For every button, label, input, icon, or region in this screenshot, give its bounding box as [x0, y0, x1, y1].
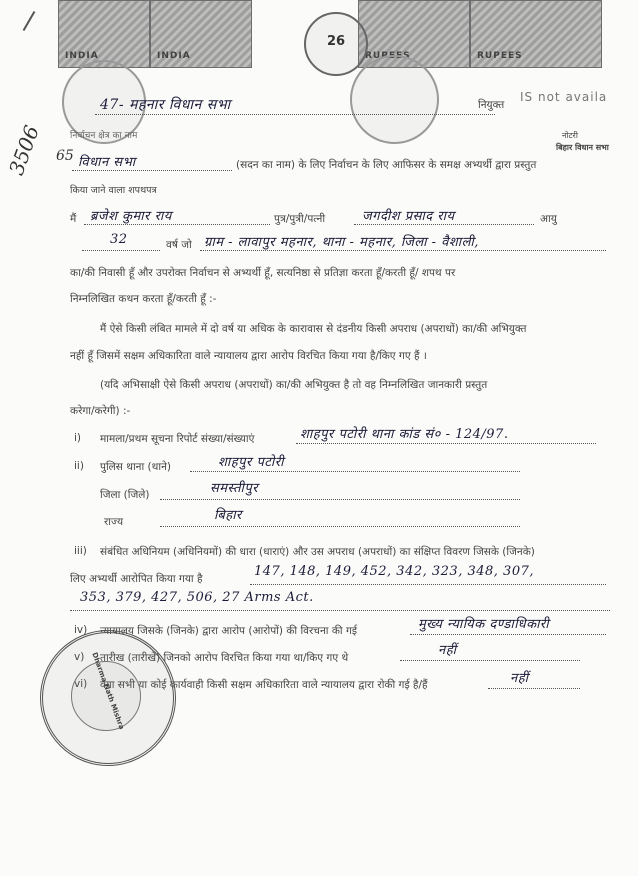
sections-line2: 353, 379, 427, 506, 27 Arms Act. [80, 590, 314, 605]
notary-seal-icon [40, 630, 176, 766]
address-underline [200, 250, 606, 251]
side-stamp-line1: नोटरी [562, 131, 578, 140]
item-iv-label: iv) [74, 624, 88, 636]
item-v-label: v) [74, 651, 85, 663]
age-value: 32 [110, 232, 128, 247]
revenue-stamp-3 [358, 0, 470, 68]
candidate-name-underline [84, 224, 270, 225]
accused-instruction-line2: करेगा/करेगी) :- [70, 405, 131, 417]
fir-underline [296, 443, 596, 444]
district-value: समस्तीपुर [210, 481, 259, 496]
candidate-address: ग्राम - लावापुर महनार, थाना - महनार, जिला - वैशाली, [204, 235, 479, 250]
stamp-label: RUPEES [365, 51, 411, 61]
revenue-stamp-2 [150, 0, 252, 68]
father-name-underline [354, 224, 534, 225]
house-underline [72, 170, 232, 171]
residence-statement: का/की निवासी हूँ और उपरोक्त निर्वाचन से अभ्यर्थी हूँ, सत्यनिष्ठा से प्रतिज्ञा करता हूँ/करती हूँ/ शपथ पर [70, 267, 456, 279]
header-fragment: नियुक्त [478, 99, 505, 111]
stamp-label: INDIA [157, 51, 191, 61]
margin-pen-mark [23, 11, 36, 31]
item-v-text: तारीख (तारीखें) जिनको आरोप विरचित किया गया था/किए गए थे [100, 652, 349, 664]
police-station-value: शाहपुर पटोरी [218, 455, 284, 470]
side-stamp-line2: बिहार विधान सभा [556, 143, 609, 152]
sections-underline-1 [250, 584, 606, 585]
item-ii-text: पुलिस थाना (थाने) [100, 461, 172, 473]
item-iv-text: न्यायालय जिसके (जिनके) द्वारा आरोप (आरोपों) की विरचना की गई [100, 625, 358, 637]
state-label: राज्य [104, 516, 124, 528]
name-prefix: मैं [70, 213, 77, 225]
state-underline [160, 526, 520, 527]
item-vi-text: क्या सभी या कोई कार्यवाही किसी सक्षम अधिकारिता वाले न्यायालय द्वारा रोकी गई है/हैं [100, 679, 428, 691]
revenue-stamp-4 [470, 0, 602, 68]
postmark-date: 26 [326, 34, 346, 49]
district-underline [160, 499, 520, 500]
notary-seal-text: Dharma Nath Mishra [90, 651, 126, 731]
stamp-label: RUPEES [477, 51, 523, 61]
proceedings-stayed-value: नहीं [510, 671, 529, 686]
charge-date-underline [400, 660, 580, 661]
accused-instruction-line1: (यदि अभिसाक्षी ऐसे किसी अपराध (अपराधों) का/की अभियुक्त है तो वह निम्नलिखित जानकारी प्रस्तुत [100, 379, 488, 391]
district-label: जिला (जिले) [100, 489, 150, 501]
pending-case-line2: नहीं हूँ जिसमें सक्षम अधिकारिता वाले न्यायालय द्वारा आरोप विरचित किया गया है/किए गए हैं । [70, 350, 427, 362]
stamp-label: INDIA [65, 51, 99, 61]
cancellation-postmark-icon-2 [350, 55, 439, 144]
date-postmark-icon [304, 12, 368, 76]
relation-text: पुत्र/पुत्री/पत्नी [274, 213, 326, 225]
address-prefix: वर्ष जो [166, 239, 192, 251]
constituency-entry: 47- महनार विधान सभा [100, 97, 231, 113]
house-entry: विधान सभा [78, 155, 136, 170]
age-label: आयु [540, 213, 557, 225]
affidavit-label: किया जाने वाला शपथपत्र [70, 185, 157, 196]
court-underline [410, 634, 606, 635]
father-name: जगदीश प्रसाद राय [362, 209, 455, 224]
revenue-stamp-1 [58, 0, 150, 68]
house-text: (सदन का नाम) के लिए निर्वाचन के लिए आफिसर के समक्ष अभ्यर्थी द्वारा प्रस्तुत [236, 159, 537, 171]
declaration-line: निम्नलिखित कथन करता हूँ/करती हूँ :- [70, 293, 217, 305]
margin-note-number: 3506 [4, 122, 44, 179]
state-value: बिहार [214, 508, 242, 523]
court-value: मुख्य न्यायिक दण्डाधिकारी [418, 617, 550, 632]
charge-date-value: नहीं [438, 643, 457, 658]
constituency-prefix: निर्वाचन क्षेत्र का नाम [70, 131, 138, 141]
item-iii-label: iii) [74, 545, 87, 557]
police-station-underline [190, 471, 520, 472]
item-vi-label: vi) [74, 678, 88, 690]
age-underline [82, 250, 160, 251]
proceedings-underline [488, 688, 580, 689]
item-ii-label: ii) [74, 460, 84, 472]
item-i-text: मामला/प्रथम सूचना रिपोर्ट संख्या/संख्याएं [100, 433, 255, 445]
fir-number-value: शाहपुर पटोरी थाना कांड सं० - 124/97. [300, 427, 509, 442]
item-iii-line2: लिए अभ्यर्थी आरोपित किया गया है [70, 573, 203, 585]
sections-line1: 147, 148, 149, 452, 342, 323, 348, 307, [254, 564, 534, 579]
sections-underline-2 [70, 610, 610, 611]
item-i-label: i) [74, 432, 82, 444]
margin-note-label: 65 [56, 148, 74, 164]
item-iii-line1: संबंधित अधिनियम (अधिनियमों) की धारा (धाराएं) और उस अपराध (अपराधों) का संक्षिप्त विवरण जिसके (जिनके) [100, 546, 535, 558]
constituency-underline [95, 114, 495, 115]
candidate-name: ब्रजेश कुमार राय [90, 209, 172, 224]
pending-case-line1: मैं ऐसे किसी लंबित मामले में दो वर्ष या अधिक के कारावास से दंडनीय किसी अपराध (अपराधों) का/की अभियुक्त [100, 323, 527, 335]
scan-watermark: IS not availa [520, 90, 608, 104]
